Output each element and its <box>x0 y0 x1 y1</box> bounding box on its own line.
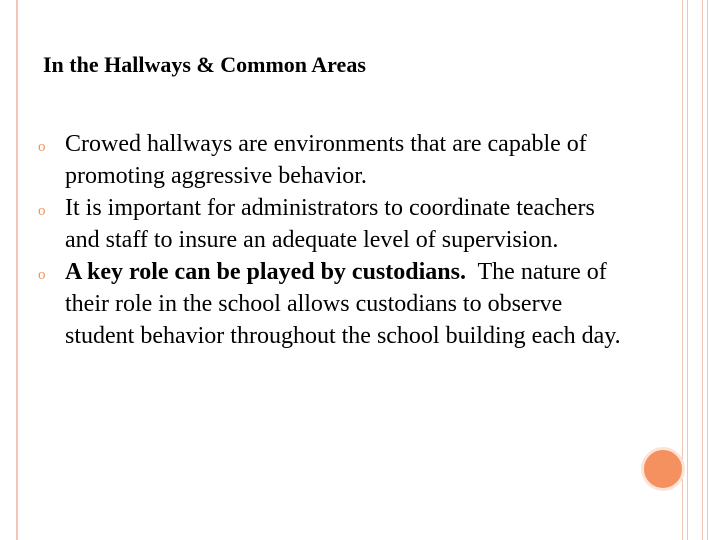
bullet-list <box>38 128 623 352</box>
bullet-text: The nature of their role in the school allows custodians to observe student behavior throughout the school building each day. <box>65 259 621 349</box>
bullet-text: Crowed hallways are environments that are capable of promoting aggressive behavior. <box>65 131 587 189</box>
bullet-marker-icon: o <box>38 139 46 155</box>
bullet-item-1 <box>38 128 623 192</box>
border-rule <box>687 0 688 540</box>
bullet-bold-text: A key role can be played by custodians. <box>65 259 466 285</box>
border-rule <box>702 0 703 540</box>
slide-title: In the Hallways & Common Areas <box>43 52 366 77</box>
bullet-item-3 <box>38 256 623 352</box>
accent-circle-icon <box>641 447 685 491</box>
bullet-text: It is important for administrators to coordinate teachers and staff to insure an adequate level of supervision. <box>65 195 595 253</box>
bullet-marker-icon: o <box>38 267 46 283</box>
border-rule <box>707 0 708 540</box>
bullet-item-2 <box>38 192 623 256</box>
bullet-marker-icon: o <box>38 203 46 219</box>
